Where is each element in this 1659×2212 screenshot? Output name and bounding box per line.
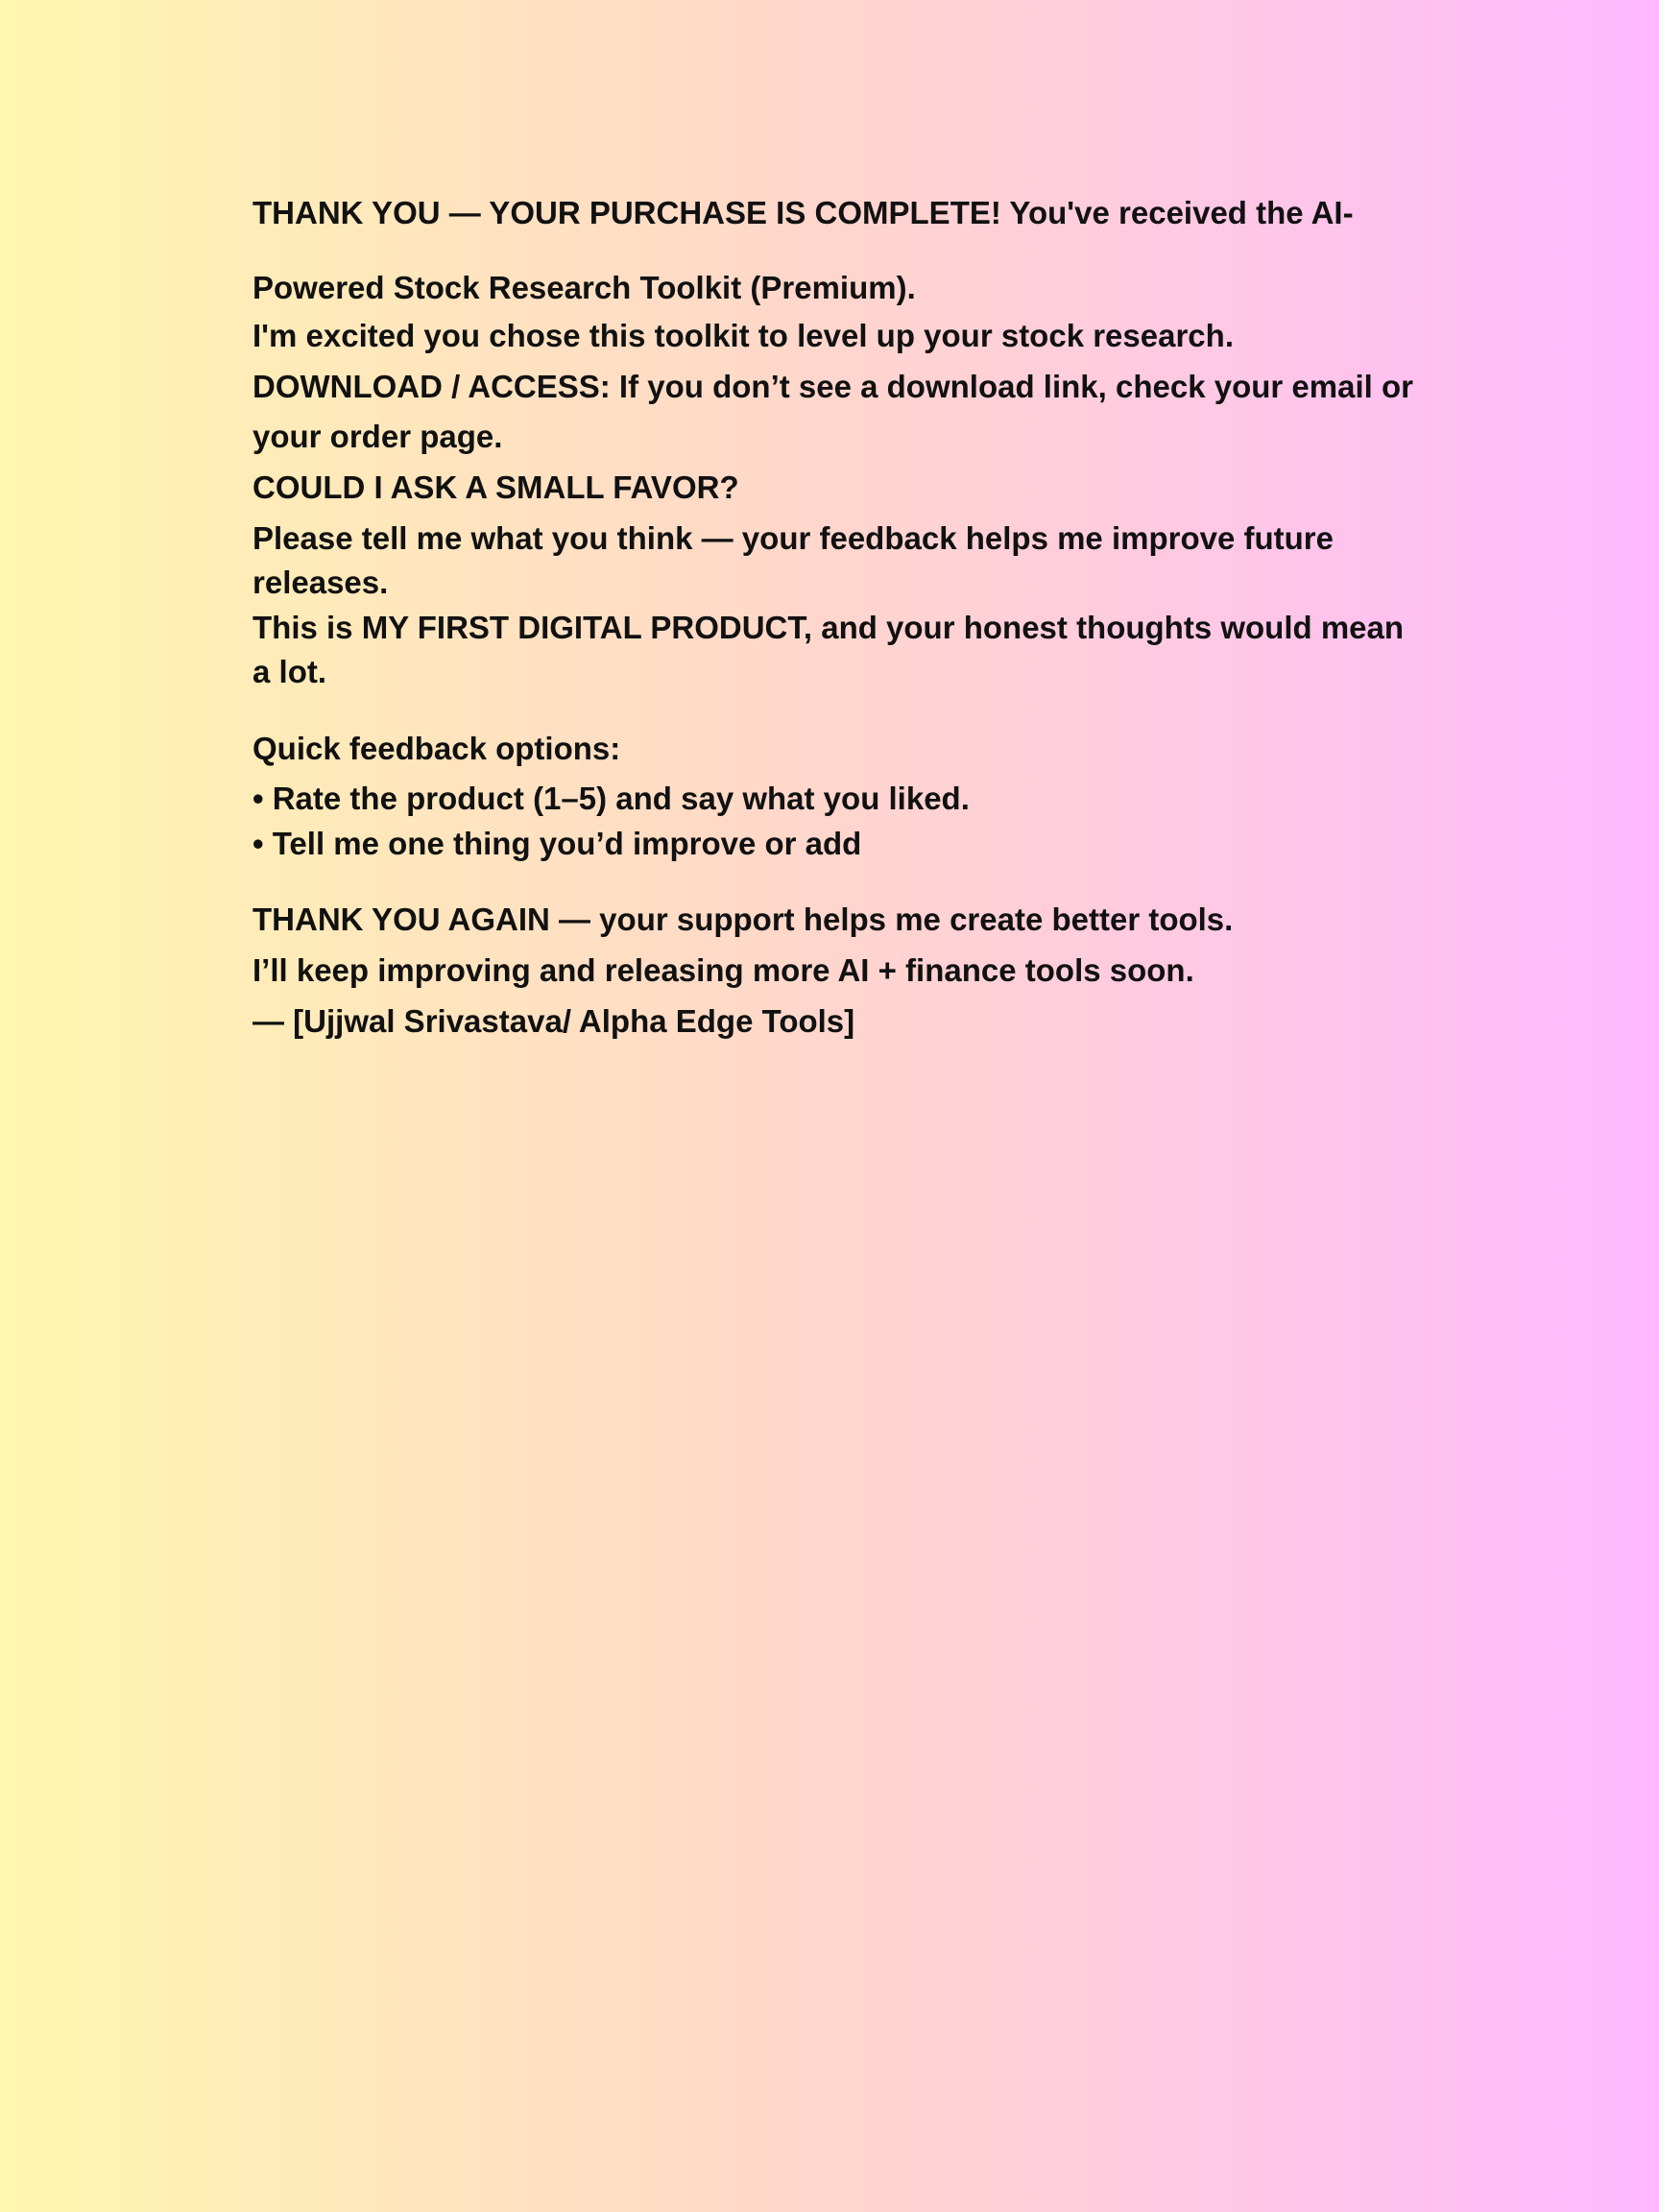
thank-you-again-line: THANK YOU AGAIN — your support helps me create better tools. [252,902,1234,937]
small-favor-heading: COULD I ASK A SMALL FAVOR? [252,469,739,505]
product-name-line: Powered Stock Research Toolkit (Premium). [252,270,916,305]
first-product-line-cont: a lot. [252,654,327,689]
signature-line: — [Ujjwal Srivastava/ Alpha Edge Tools] [252,1003,855,1039]
download-access-line: DOWNLOAD / ACCESS: If you don’t see a download link, check your email or [252,369,1413,404]
download-access-line-cont: your order page. [252,419,503,454]
feedback-option-improve: • Tell me one thing you’d improve or add [252,826,862,861]
more-tools-line: I’ll keep improving and releasing more AI + finance tools soon. [252,952,1194,988]
first-product-line: This is MY FIRST DIGITAL PRODUCT, and your honest thoughts would mean [252,610,1405,645]
feedback-request-line-cont: releases. [252,565,389,600]
excited-line: I'm excited you chose this toolkit to level up your stock research. [252,318,1234,353]
feedback-option-rate: • Rate the product (1–5) and say what you liked. [252,781,970,816]
feedback-options-heading: Quick feedback options: [252,731,621,766]
feedback-request-line: Please tell me what you think — your feedback helps me improve future [252,520,1334,556]
letter-body [252,0,1433,2212]
purchase-complete-heading: THANK YOU — YOUR PURCHASE IS COMPLETE! You've received the AI- [252,195,1354,230]
